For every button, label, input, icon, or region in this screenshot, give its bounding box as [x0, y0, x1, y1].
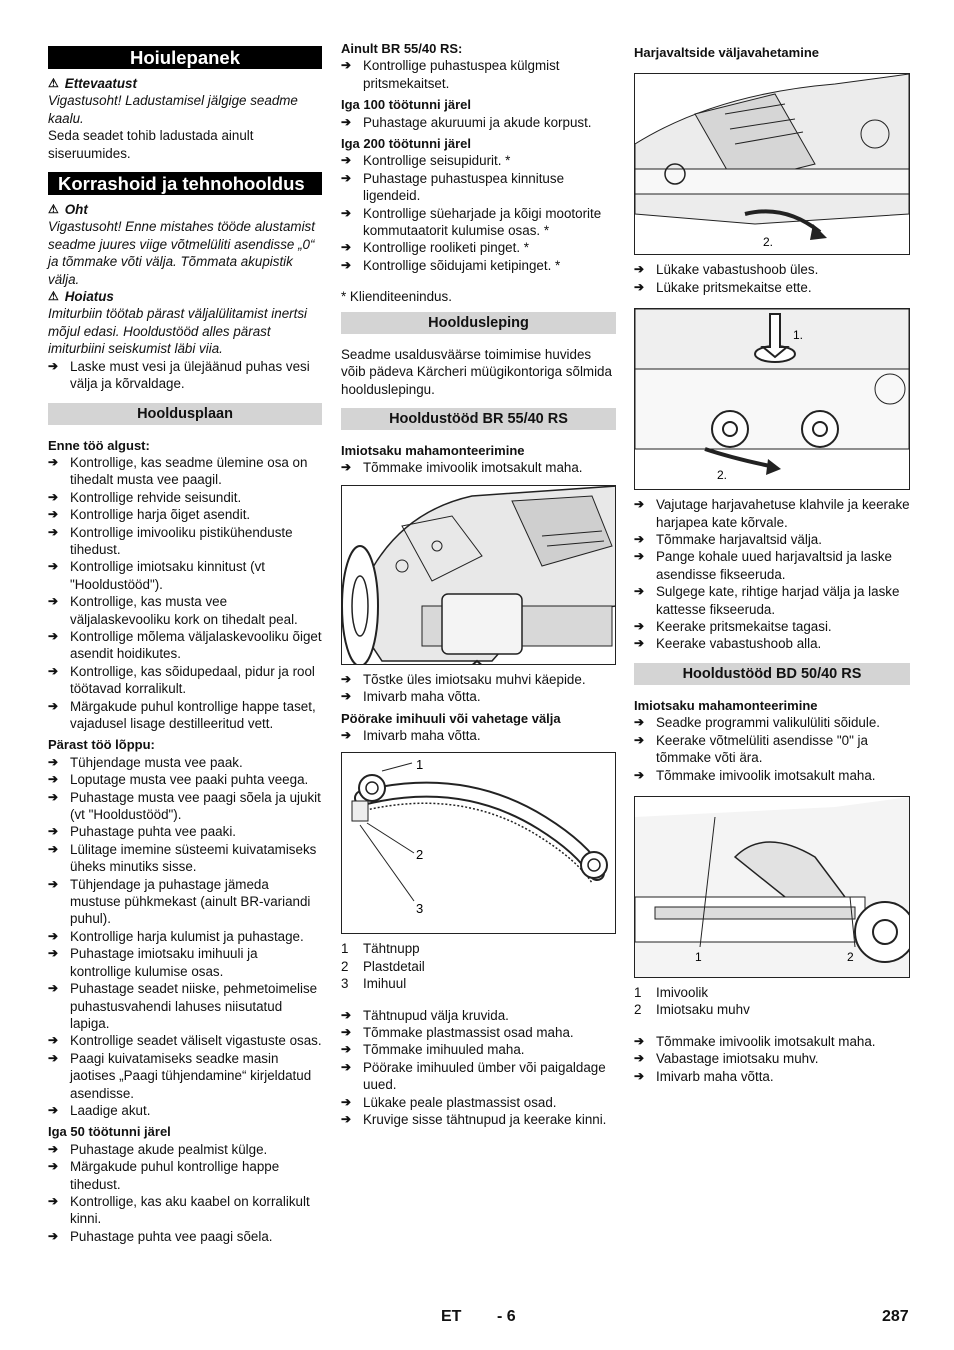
bullet-list	[341, 152, 616, 274]
list-item: ➔ Tõstke üles imiotsaku muhvi käepide.	[341, 671, 586, 687]
figure-legend: 1 Tähtnupp 2 Plastdetail 3 Imihuul	[341, 941, 425, 992]
arrow-right-icon: ➔	[48, 754, 59, 769]
list-item: ➔ Kontrollige harja õiget asendit.	[48, 507, 251, 523]
warning-notice: ⚠ Hoiatus	[48, 289, 114, 305]
list-item: ➔ Loputage musta vee paaki puhta veega.	[48, 772, 309, 788]
list-item: ➔ Imivarb maha võtta.	[634, 1068, 774, 1084]
arrow-right-icon: ➔	[48, 876, 59, 891]
list-item: ➔ Kontrollige imiotsaku kinnitust (vt "Hooldustööd").	[48, 559, 265, 592]
arrow-right-icon: ➔	[48, 824, 59, 839]
list-item: ➔ Kontrollige harja kulumist ja puhastage.	[48, 928, 304, 944]
list-item: ➔ Tõmmake harjavaltsid välja.	[634, 532, 822, 548]
figure-squeegee-handle	[341, 485, 616, 665]
arrow-right-icon: ➔	[48, 1033, 59, 1048]
subheading: Iga 200 töötunni järel	[341, 136, 472, 152]
arrow-right-icon: ➔	[634, 279, 645, 294]
arrow-right-icon: ➔	[48, 559, 59, 574]
arrow-right-icon: ➔	[48, 772, 59, 787]
arrow-right-icon: ➔	[48, 454, 59, 469]
list-item: ➔ Kontrollige imivooliku pistikühenduste tihedust.	[48, 524, 293, 557]
list-item: ➔ Kontrollige süeharjade ja kõigi mootorite kommutaatorit kulumise osas. *	[341, 205, 602, 239]
arrow-right-icon: ➔	[48, 663, 59, 678]
arrow-right-icon: ➔	[634, 636, 645, 651]
list-item: ➔ Tõmmake imivoolik imotsakult maha.	[634, 767, 876, 783]
footer-page-number: 287	[882, 1308, 909, 1325]
list-item: ➔ Tähtnupud välja kruvida.	[341, 1007, 509, 1023]
callout-1: 1.	[793, 328, 804, 343]
column-1	[48, 40, 322, 1245]
list-item: ➔ Puhastage puhastuspea kinnituse ligendeid.	[341, 170, 565, 204]
arrow-right-icon: ➔	[48, 1102, 59, 1117]
heading-hooldustood-bd: Hooldustööd BD 50/40 RS	[634, 663, 910, 685]
list-item: ➔ Keerake pritsmekaitse tagasi.	[634, 619, 832, 635]
bullet-list	[341, 114, 616, 131]
arrow-right-icon: ➔	[341, 1094, 352, 1109]
arrow-right-icon: ➔	[341, 727, 352, 742]
list-item: ➔ Pöörake imihuuled ümber või paigaldage uued.	[341, 1059, 606, 1093]
arrow-right-icon: ➔	[341, 205, 352, 220]
list-item: ➔ Imivarb maha võtta.	[341, 689, 481, 705]
footer-language: ET	[441, 1308, 462, 1325]
list-item: ➔ Seadke programmi valikulüliti sõidule.	[634, 715, 881, 731]
list-item: ➔ Sulgege kate, rihtige harjad välja ja laske kattesse fikseeruda.	[634, 584, 900, 617]
list-item: ➔ Puhastage puhta vee paaki.	[48, 824, 237, 840]
bullet-list	[634, 496, 910, 653]
arrow-right-icon: ➔	[48, 489, 59, 504]
list-item: ➔ Kontrollige seisupidurit. *	[341, 153, 511, 169]
list-item: ➔ Kontrollige, kas seadme ülemine osa on tihedalt musta vee paagil.	[48, 454, 308, 488]
list-item: ➔ Keerake võtmelüliti asendisse "0" ja tõmmake võti ära.	[634, 732, 868, 766]
subheading: Imiotsaku mahamonteerimine	[634, 697, 818, 713]
heading-hooldusplaan: Hooldusplaan	[48, 403, 322, 425]
arrow-right-icon: ➔	[341, 1059, 352, 1074]
warning-danger: ⚠ Oht	[48, 202, 88, 218]
arrow-right-icon: ➔	[48, 1141, 59, 1156]
list-item: ➔ Lülitage imemine süsteemi kuivatamiseks üheks minutiks sisse.	[48, 841, 317, 875]
footnote: * Klienditeenindus.	[341, 289, 452, 305]
arrow-right-icon: ➔	[48, 928, 59, 943]
heading-hooldustood-br: Hooldustööd BR 55/40 RS	[341, 408, 616, 430]
arrow-right-icon: ➔	[634, 1033, 645, 1048]
list-item: ➔ Laadige akut.	[48, 1102, 151, 1118]
arrow-right-icon: ➔	[341, 153, 352, 168]
arrow-right-icon: ➔	[634, 715, 645, 730]
arrow-right-icon: ➔	[48, 841, 59, 856]
list-item: ➔ Tõmmake imivoolik imotsakult maha.	[341, 460, 583, 476]
arrow-right-icon: ➔	[48, 628, 59, 643]
arrow-right-icon: ➔	[341, 671, 352, 686]
list-item: ➔ Kontrollige, kas aku kaabel on korralikult kinni.	[48, 1193, 310, 1227]
arrow-right-icon: ➔	[341, 58, 352, 73]
list-item: ➔ Lükake vabastushoob üles.	[634, 262, 819, 278]
arrow-right-icon: ➔	[341, 1024, 352, 1039]
warning-triangle-icon: ⚠	[48, 76, 59, 90]
figure-legend: 1 Imivoolik 2 Imiotsaku muhv	[634, 984, 750, 1018]
callout-1: 1	[695, 949, 702, 964]
arrow-right-icon: ➔	[48, 524, 59, 539]
list-item: ➔ Pange kohale uued harjavaltsid ja laske asendisse fikseeruda.	[634, 549, 892, 582]
list-item: ➔ Tühjendage ja puhastage jämeda mustuse pühkmekast (ainult BR-variandi puhul).	[48, 876, 311, 927]
arrow-right-icon: ➔	[341, 240, 352, 255]
bullet-list	[48, 1141, 322, 1245]
callout-3: 3	[416, 901, 424, 917]
list-item: ➔ Puhastage puhta vee paagi sõela.	[48, 1228, 273, 1244]
figure-squeegee-lips	[341, 752, 616, 934]
list-item: ➔ Tõmmake imivoolik imotsakult maha.	[634, 1033, 876, 1049]
list-item: ➔ Vabastage imiotsaku muhv.	[634, 1051, 819, 1067]
callout-2: 2	[847, 949, 854, 964]
bullet-list	[634, 1033, 910, 1085]
arrow-right-icon: ➔	[634, 262, 645, 277]
list-item: ➔ Tühjendage musta vee paak.	[48, 754, 243, 770]
arrow-right-icon: ➔	[48, 698, 59, 713]
arrow-right-icon: ➔	[48, 594, 59, 609]
subheading: Enne töö algust:	[48, 437, 150, 453]
arrow-right-icon: ➔	[48, 358, 59, 373]
arrow-right-icon: ➔	[48, 507, 59, 522]
arrow-right-icon: ➔	[48, 1050, 59, 1065]
list-item: ➔ Puhastage seadet niiske, pehmetoimelise puhastusvahendi lahuses niisutatud lapiga.	[48, 981, 318, 1031]
list-item: ➔ Kruvige sisse tähtnupud ja keerake kinni.	[341, 1112, 607, 1127]
arrow-right-icon: ➔	[634, 549, 645, 564]
paragraph: Seadme usaldusväärse toimimise huvides võib pädeva Kärcheri müügikontoriga sõlmida hoolduslepingu.	[341, 346, 612, 397]
list-item: ➔ Kontrollige mõlema väljalaskevooliku õiget asendit hoidikutes.	[48, 628, 322, 662]
arrow-right-icon: ➔	[634, 1051, 645, 1066]
column-3	[634, 40, 910, 1085]
arrow-right-icon: ➔	[341, 1007, 352, 1022]
arrow-right-icon: ➔	[48, 1193, 59, 1208]
list-item: ➔ Puhastage musta vee paagi sõela ja ujukit (vt "Hooldustööd").	[48, 789, 321, 823]
arrow-right-icon: ➔	[341, 1112, 352, 1126]
list-item: ➔ Märgakude puhul kontrollige happe tihedust.	[48, 1159, 280, 1192]
figure-release-lever	[634, 73, 910, 255]
list-item: ➔ Kontrollige, kas sõidupedaal, pidur ja rool töötavad korralikult.	[48, 663, 315, 697]
arrow-right-icon: ➔	[341, 114, 352, 129]
list-item: ➔ Tõmmake plastmassist osad maha.	[341, 1024, 574, 1040]
bullet-list	[341, 459, 616, 476]
subheading: Pärast töö lõppu:	[48, 737, 155, 753]
list-item: ➔ Kontrollige puhastuspea külgmist pritsmekaitset.	[341, 58, 560, 91]
arrow-right-icon: ➔	[48, 789, 59, 804]
arrow-right-icon: ➔	[634, 1068, 645, 1083]
list-item: ➔ Keerake vabastushoob alla.	[634, 636, 822, 652]
arrow-right-icon: ➔	[634, 619, 645, 634]
footer-local-page: - 6	[497, 1308, 516, 1325]
list-item: ➔ Märgakude puhul kontrollige happe taset, vajadusel lisage destilleeritud vett.	[48, 698, 316, 731]
callout-2: 2.	[763, 235, 774, 250]
warning-text: Vigastusoht! Ladustamisel jälgige seadme kaalu.	[48, 93, 298, 126]
heading-korrashoid: Korrashoid ja tehnohooldus	[48, 172, 322, 195]
list-item: ➔ Kontrollige rooliketi pinget. *	[341, 240, 529, 256]
warning-triangle-icon: ⚠	[48, 202, 59, 217]
arrow-right-icon: ➔	[341, 460, 352, 475]
list-item: ➔ Lükake peale plastmassist osad.	[341, 1094, 557, 1110]
arrow-right-icon: ➔	[48, 946, 59, 961]
bullet-list	[634, 261, 910, 296]
list-item: ➔ Kontrollige sõidujami ketipinget. *	[341, 257, 561, 273]
bullet-list	[341, 1007, 616, 1129]
list-item: ➔ Kontrollige, kas musta vee väljalaskevooliku kork on tihedalt peal.	[48, 594, 298, 627]
bullet-list	[341, 727, 616, 744]
list-item: ➔ Laske must vesi ja ülejäänud puhas vesi välja ja kõrvaldage.	[48, 358, 310, 392]
arrow-right-icon: ➔	[634, 732, 645, 747]
list-item: ➔ Kontrollige rehvide seisundit.	[48, 489, 242, 505]
warning-triangle-icon: ⚠	[48, 289, 59, 304]
list-item: ➔ Puhastage akude pealmist külge.	[48, 1141, 268, 1157]
bullet-list	[48, 754, 322, 1120]
bullet-list	[341, 57, 616, 92]
list-item: ➔ Tõmmake imihuuled maha.	[341, 1042, 525, 1058]
list-item: ➔ Imivarb maha võtta.	[341, 727, 481, 743]
warning-text: Imiturbiin töötab pärast väljalülitamist inertsi mõjul edasi. Hooldustööd alles pärast imiturbiini seiskumist läbi viia.	[48, 306, 307, 357]
warning-text: Vigastusoht! Enne mistahes tööde alustamist seadme juures viige võtmelüliti asendisse „0“ ja tõmmake võti välja. Tõmmata akupistik välja.	[48, 219, 315, 287]
arrow-right-icon: ➔	[634, 767, 645, 782]
arrow-right-icon: ➔	[341, 257, 352, 272]
figure-suction-hose	[634, 796, 910, 978]
subheading: Ainult BR 55/40 RS:	[341, 41, 463, 56]
arrow-right-icon: ➔	[341, 170, 352, 185]
bullet-list	[634, 714, 910, 784]
subheading: Pöörake imihuuli või vahetage välja	[341, 710, 561, 726]
arrow-right-icon: ➔	[48, 1159, 59, 1174]
heading-hooldusleping: Hooldusleping	[341, 312, 616, 334]
list-item: ➔ Puhastage akuruumi ja akude korpust.	[341, 114, 592, 130]
arrow-right-icon: ➔	[634, 532, 645, 547]
arrow-right-icon: ➔	[634, 497, 645, 512]
arrow-right-icon: ➔	[48, 1228, 59, 1243]
bullet-list	[341, 671, 616, 706]
callout-2: 2	[416, 847, 424, 863]
list-item: ➔ Paagi kuivatamiseks seadke masin jaotises „Paagi tühjendamine“ kirjeldatud asendisse.	[48, 1050, 312, 1101]
list-item: ➔ Vajutage harjavahetuse klahvile ja keerake harjapea kate kõrvale.	[634, 497, 910, 530]
arrow-right-icon: ➔	[634, 584, 645, 599]
arrow-right-icon: ➔	[48, 981, 59, 996]
figure-brush-cover	[634, 308, 910, 490]
paragraph: Seda seadet tohib ladustada ainult siseruumides.	[48, 128, 254, 161]
subheading: Iga 50 töötunni järel	[48, 1124, 171, 1140]
heading-hoiulepanek: Hoiulepanek	[48, 46, 322, 69]
list-item: ➔ Lükake pritsmekaitse ette.	[634, 279, 812, 295]
list-item: ➔ Puhastage imiotsaku imihuuli ja kontrollige kulumise osas.	[48, 946, 258, 979]
subheading: Iga 100 töötunni järel	[341, 97, 472, 113]
subheading: Imiotsaku mahamonteerimine	[341, 442, 525, 458]
arrow-right-icon: ➔	[341, 689, 352, 704]
arrow-right-icon: ➔	[341, 1042, 352, 1057]
list-item: ➔ Kontrollige seadet väliselt vigastuste osas.	[48, 1033, 322, 1049]
column-2	[341, 40, 616, 1128]
bullet-list	[48, 454, 322, 733]
callout-2: 2.	[717, 468, 728, 483]
subheading: Harjavaltside väljavahetamine	[634, 45, 819, 60]
warning-caution: ⚠ Ettevaatust	[48, 76, 137, 91]
callout-1: 1	[416, 757, 424, 773]
